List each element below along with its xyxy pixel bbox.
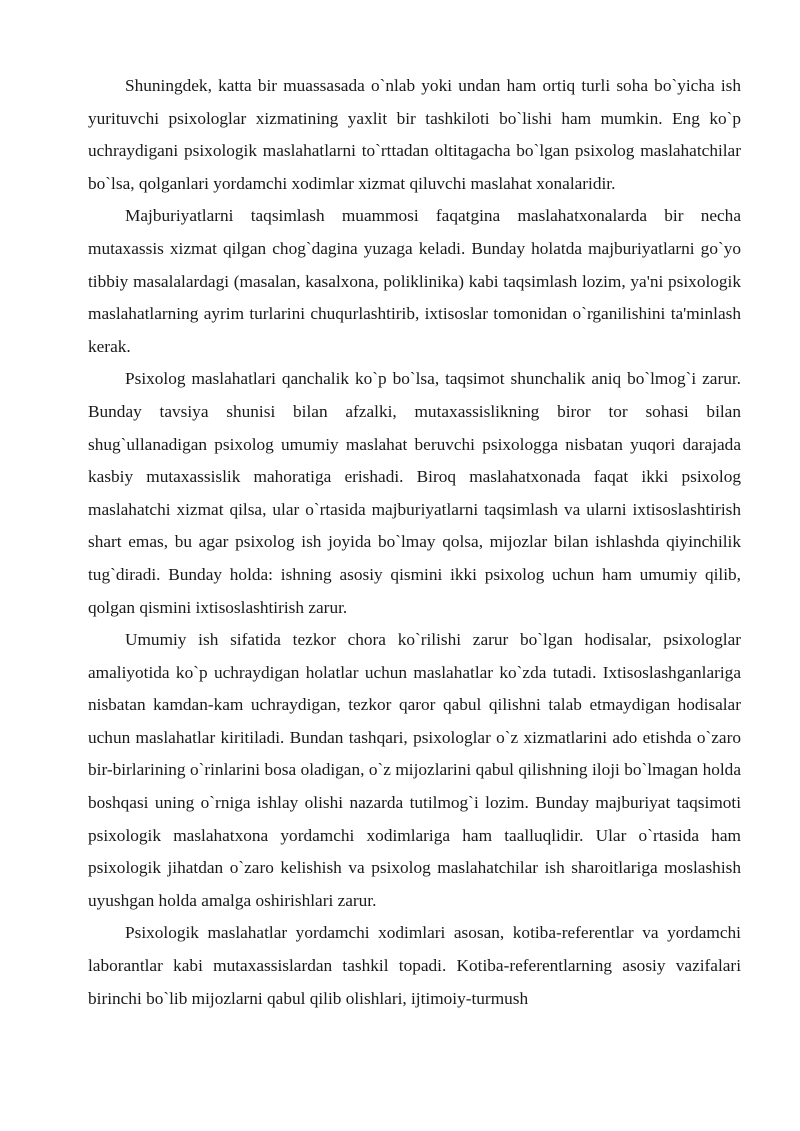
paragraph: Majburiyatlarni taqsimlash muammosi faqatgina maslahatxonalarda bir necha mutaxassis xizmat qilgan chog`dagina yuzaga keladi. Bunday holatda majburiyatlarni go`yo tibbiy masalalardagi (masalan, kasalxona, poliklinika) kabi taqsimlash lozim, ya'ni psixologik maslahatlarning ayrim turlarini chuqurlashtirib, ixtisoslar tomonidan o`rganilishini ta'minlash kerak. [88,206,741,356]
paragraph: Shuningdek, katta bir muassasada o`nlab yoki undan ham ortiq turli soha bo`yicha ish yurituvchi psixologlar xizmatining yaxlit bir tashkiloti bo`lishi ham mumkin. Eng ko`p uchraydigani psixologik maslahatlarni to`rttadan oltitagacha bo`lgan psixolog maslahatchilar bo`lsa, qolganlari yordamchi xodimlar xizmat qiluvchi maslahat xonalaridir. [88,76,741,193]
paragraph: Psixologik maslahatlar yordamchi xodimlari asosan, kotiba-referentlar va yordamchi laborantlar kabi mutaxassislardan tashkil topadi. Kotiba-referentlarning asosiy vazifalari birinchi bo`lib mijozlarni qabul qilib olishlari, ijtimoiy-turmush [88,923,741,1008]
document-body [88,70,741,1015]
paragraph: Umumiy ish sifatida tezkor chora ko`rilishi zarur bo`lgan hodisalar, psixologlar amaliyotida ko`p uchraydigan holatlar uchun maslahatlar ko`zda tutadi. Ixtisoslashganlariga nisbatan kamdan-kam uchraydigan, tezkor qaror qabul qilishni talab etmaydigan hodisalar uchun maslahatlar kiritiladi. Bundan tashqari, psixologlar o`z xizmatlarini ado etishda o`zaro bir-birlarining o`rinlarini bosa oladigan, o`z mijozlarini qabul qilishning iloji bo`lmagan holda boshqasi uning o`rniga ishlay olishi nazarda tutilmog`i lozim. Bunday majburiyat taqsimoti psixologik maslahatxona yordamchi xodimlariga ham taalluqlidir. Ular o`rtasida ham psixologik jihatdan o`zaro kelishish va psixolog maslahatchilar ish sharoitlariga moslashish uyushgan holda amalga oshirishlari zarur. [88,630,741,910]
paragraph: Psixolog maslahatlari qanchalik ko`p bo`lsa, taqsimot shunchalik aniq bo`lmog`i zarur. Bunday tavsiya shunisi bilan afzalki, mutaxassislikning biror tor sohasi bilan shug`ullanadigan psixolog umumiy maslahat beruvchi psixologga nisbatan yuqori darajada kasbiy mutaxassislik mahoratiga erishadi. Biroq maslahatxonada faqat ikki psixolog maslahatchi xizmat qilsa, ular o`rtasida majburiyatlarni taqsimlash va ularni ixtisoslashtirish shart emas, bu agar psixolog ish joyida bo`lmay qolsa, mijozlar bilan ishlashda qiyinchilik tug`diradi. Bunday holda: ishning asosiy qismini ikki psixolog uchun ham umumiy qilib, qolgan qismini ixtisoslashtirish zarur. [88,369,741,617]
